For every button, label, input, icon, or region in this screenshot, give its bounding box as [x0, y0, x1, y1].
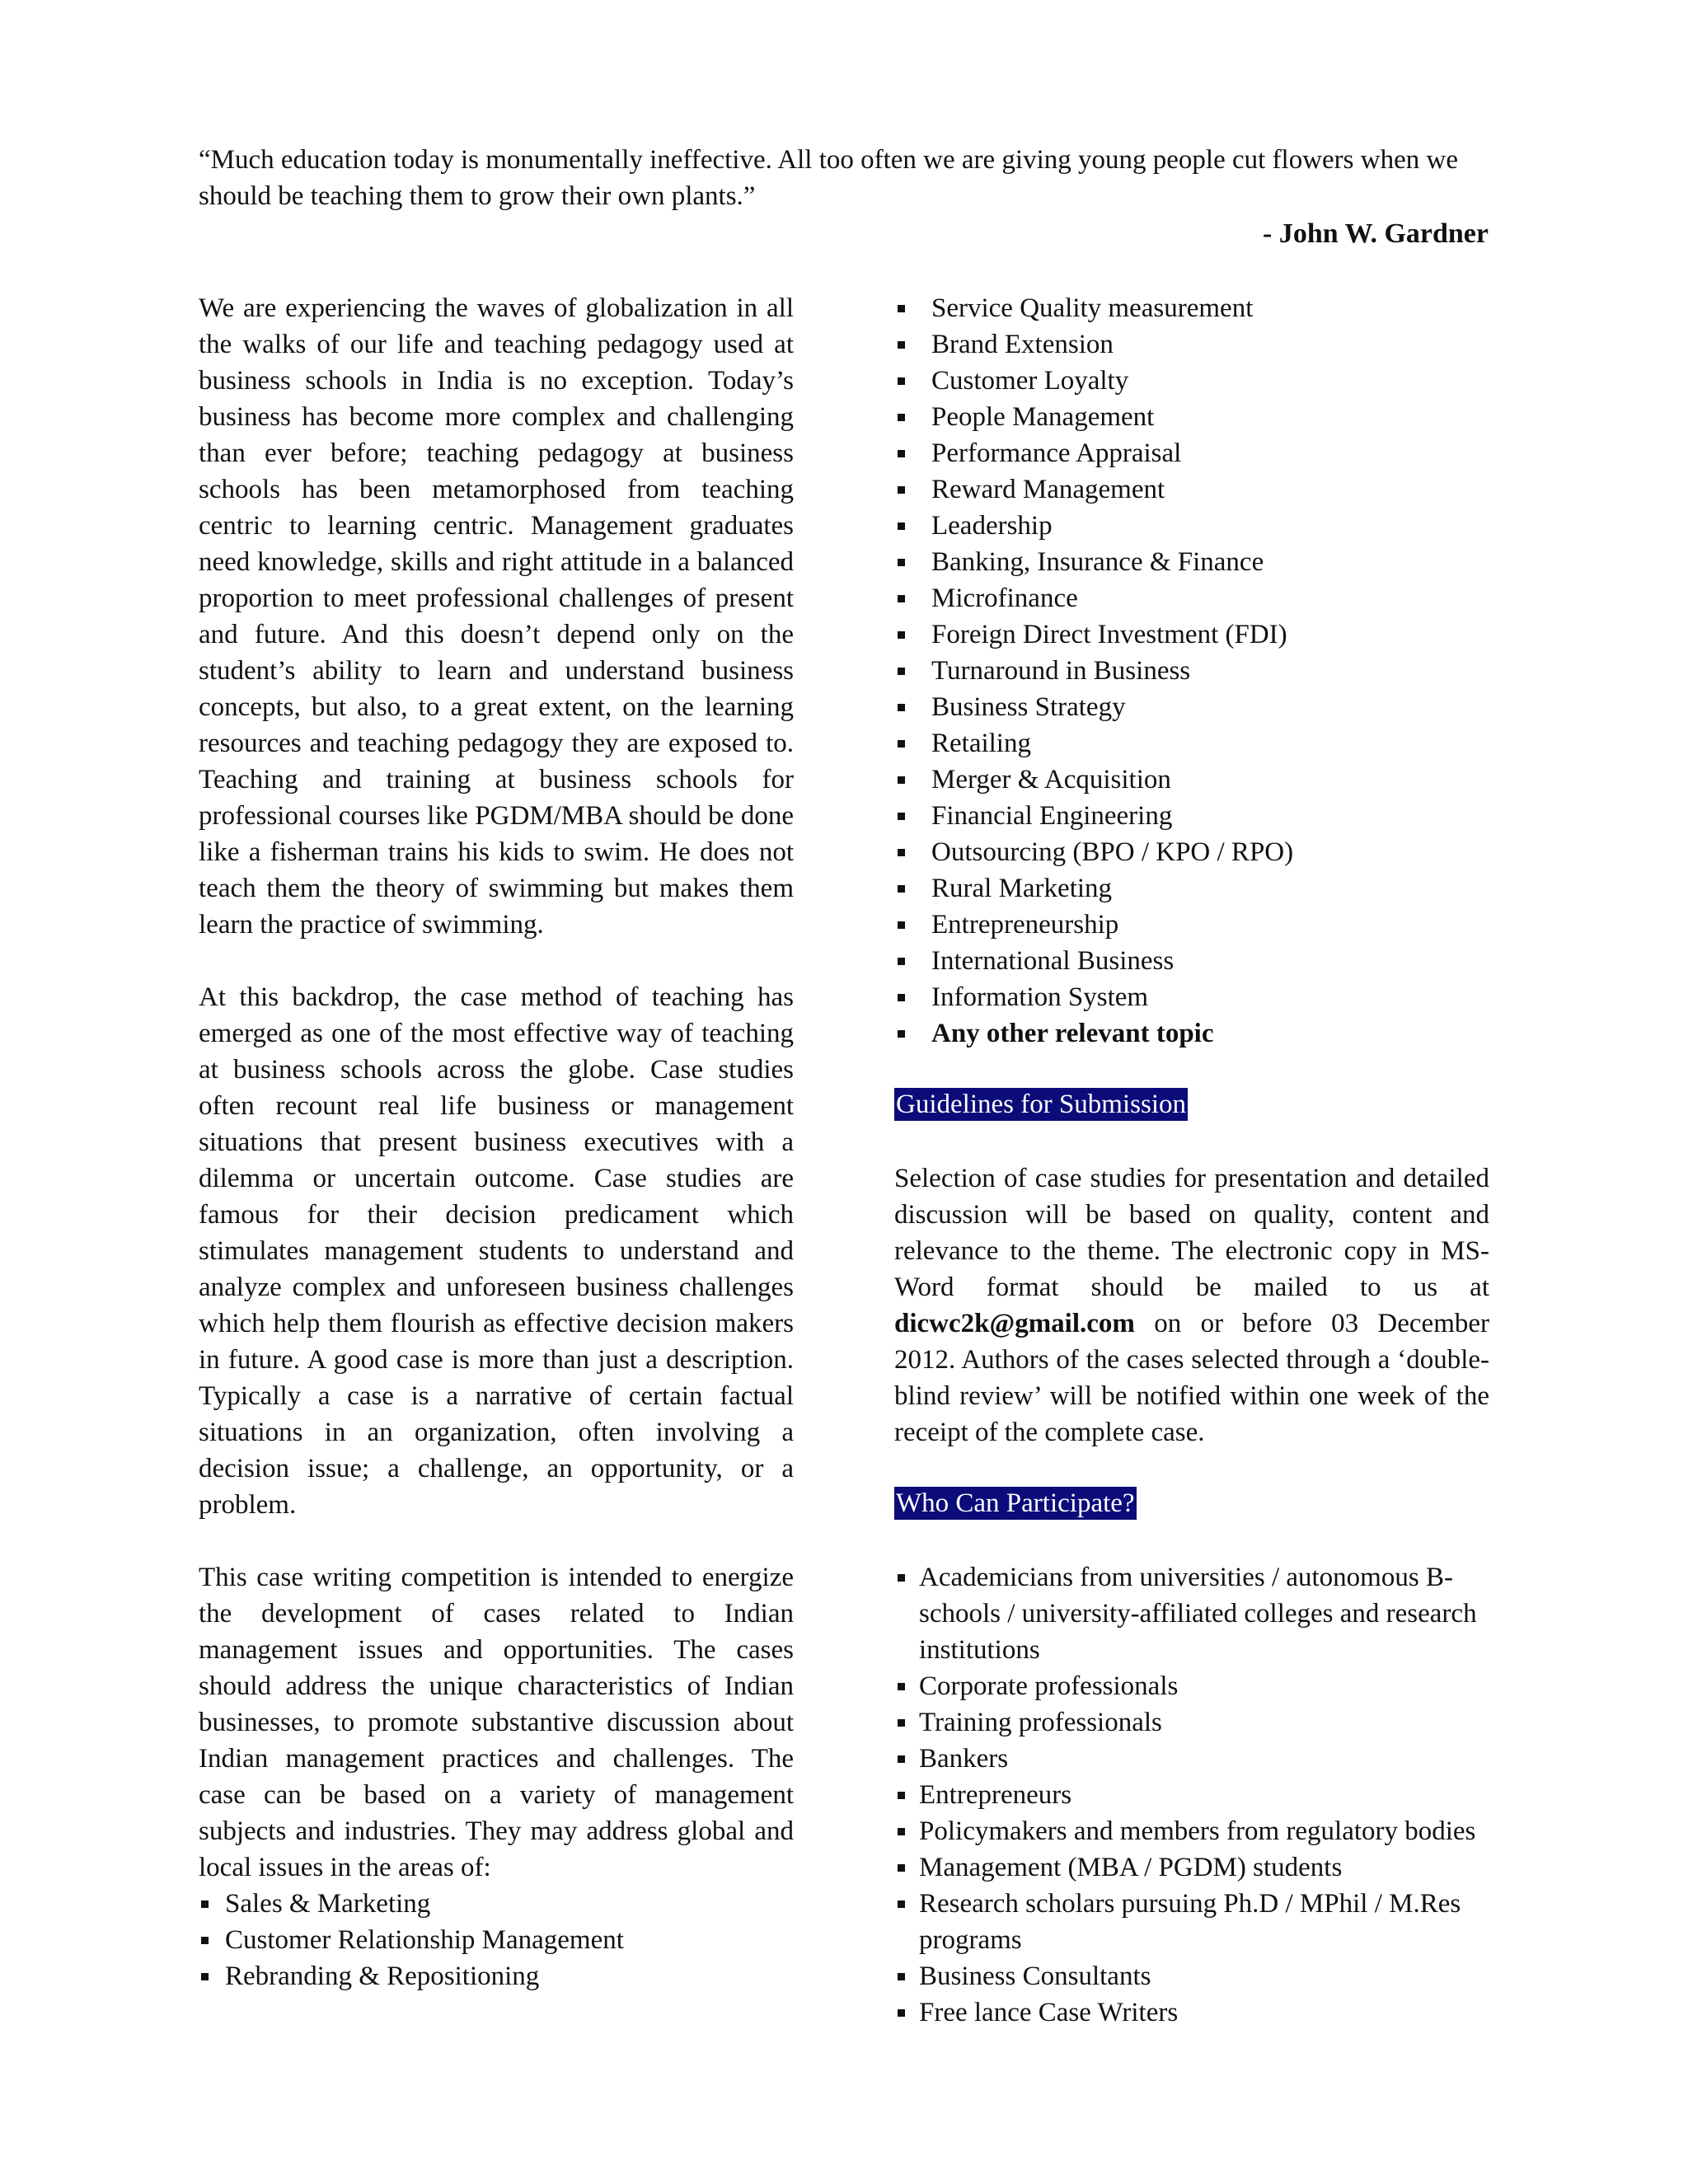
- list-item: Performance Appraisal: [894, 435, 1489, 471]
- list-item: Academicians from universities / autonomous B-schools / university-affiliated colleges and research institutions: [894, 1559, 1489, 1668]
- list-item: Financial Engineering: [894, 798, 1489, 834]
- list-item: Microfinance: [894, 580, 1489, 616]
- list-item: Merger & Acquisition: [894, 762, 1489, 798]
- list-item: Brand Extension: [894, 326, 1489, 363]
- participate-heading: Who Can Participate?: [896, 1488, 1135, 1518]
- list-item: Business Consultants: [894, 1958, 1489, 1994]
- list-item: Bankers: [894, 1741, 1489, 1777]
- areas-list: [199, 1886, 794, 1994]
- topics-list: [894, 290, 1489, 1052]
- guidelines-heading: Guidelines for Submission: [896, 1090, 1186, 1119]
- list-item: Banking, Insurance & Finance: [894, 544, 1489, 580]
- intro-paragraph: We are experiencing the waves of globalization in all the walks of our life and teaching pedagogy used at business schools in India is no exception. Today’s business has become more complex and challenging than ever before; teaching pedagogy at business schools has been metamorphosed from teaching centric to learning centric. Management graduates need knowledge, skills and right attitude in a balanced proportion to meet professional challenges of present and future. And this doesn’t depend only on the student’s ability to learn and understand business concepts, but also, to a great extent, on the learning resources and teaching pedagogy they are exposed to. Teaching and training at business schools for professional courses like PGDM/MBA should be done like a fisherman trains his kids to swim. He does not teach them the theory of swimming but makes them learn the practice of swimming.: [199, 293, 794, 940]
- list-item: Research scholars pursuing Ph.D / MPhil / M.Res programs: [894, 1886, 1489, 1958]
- list-item: Training professionals: [894, 1704, 1489, 1741]
- list-item: Customer Loyalty: [894, 363, 1489, 399]
- list-item: Policymakers and members from regulatory bodies: [894, 1813, 1489, 1849]
- list-item: Any other relevant topic: [894, 1015, 1489, 1052]
- right-column: [894, 290, 1489, 2031]
- list-item: Information System: [894, 979, 1489, 1015]
- list-item: Management (MBA / PGDM) students: [894, 1849, 1489, 1886]
- case-method-paragraph: At this backdrop, the case method of teaching has emerged as one of the most effective way of teaching at business schools across the globe. Case studies often recount real life business or management situations that present business executives with a dilemma or uncertain outcome. Case studies are famous for their decision predicament which stimulates management students to understand and analyze complex and unforeseen business challenges which help them flourish as effective decision makers in future. A good case is more than just a description. Typically a case is a narrative of certain factual situations in an organization, often involving a decision issue; a challenge, an opportunity, or a problem.: [199, 982, 794, 1520]
- list-item: Outsourcing (BPO / KPO / RPO): [894, 834, 1489, 870]
- list-item: Rural Marketing: [894, 870, 1489, 907]
- list-item: Entrepreneurs: [894, 1777, 1489, 1813]
- list-item: Business Strategy: [894, 689, 1489, 725]
- list-item: People Management: [894, 399, 1489, 435]
- quote-author: - John W. Gardner: [1263, 218, 1489, 249]
- list-item: Free lance Case Writers: [894, 1994, 1489, 2031]
- left-column: [199, 290, 794, 1994]
- competition-paragraph: This case writing competition is intended to energize the development of cases related to Indian management issues and opportunities. The cases should address the unique characteristics of Indian businesses, to promote substantive discussion about Indian management practices and challenges. The case can be based on a variety of management subjects and industries. They may address global and local issues in the areas of:: [199, 1563, 794, 1882]
- participants-list: [894, 1559, 1489, 2031]
- list-item: Corporate professionals: [894, 1668, 1489, 1704]
- list-item: Retailing: [894, 725, 1489, 762]
- list-item: Leadership: [894, 508, 1489, 544]
- opening-quote: “Much education today is monumentally ineffective. All too often we are giving young people cut flowers when we should be teaching them to grow their own plants.”: [199, 145, 1458, 211]
- list-item: Sales & Marketing: [199, 1886, 794, 1922]
- list-item: Reward Management: [894, 471, 1489, 508]
- list-item: Turnaround in Business: [894, 653, 1489, 689]
- list-item: Entrepreneurship: [894, 907, 1489, 943]
- list-item: Customer Relationship Management: [199, 1922, 794, 1958]
- guidelines-paragraph: Selection of case studies for presentation and detailed discussion will be based on quality, content and relevance to the theme. The electronic copy in MS-Word format should be mailed to us at dicwc2k@gmail.com on or before 03 December 2012. Authors of the cases selected through a ‘double-blind review’ will be notified within one week of the receipt of the complete case.: [894, 1164, 1489, 1447]
- list-item: Foreign Direct Investment (FDI): [894, 616, 1489, 653]
- list-item: Service Quality measurement: [894, 290, 1489, 326]
- list-item: Rebranding & Repositioning: [199, 1958, 794, 1994]
- contact-email[interactable]: dicwc2k@gmail.com: [894, 1309, 1135, 1338]
- list-item: International Business: [894, 943, 1489, 979]
